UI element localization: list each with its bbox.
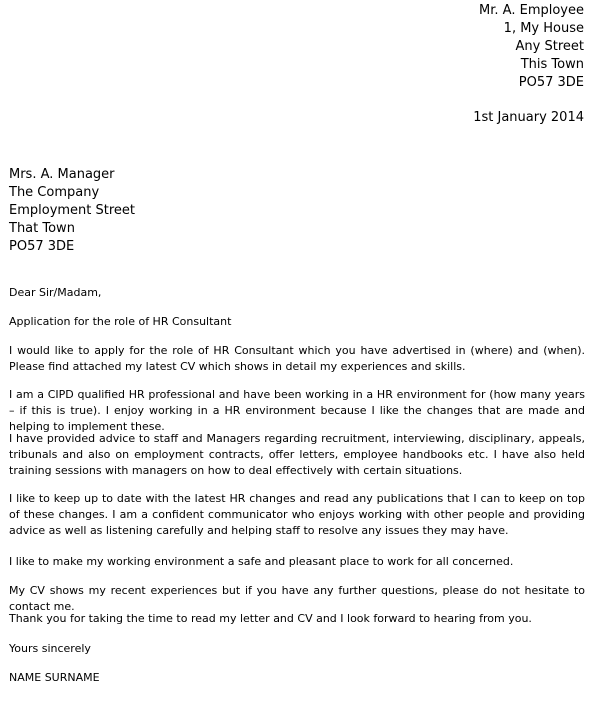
recipient-address-line-2: Employment Street — [9, 203, 136, 218]
paragraph-experience: I have provided advice to staff and Managers regarding recruitment, interviewing, disciplinary, appeals, tribunals and also on employment contracts, offer letters, employee handbooks etc. I have also held training sessions with managers on how to deal effectively with certain situations. — [9, 432, 585, 477]
subject-line: Application for the role of HR Consultant — [9, 315, 232, 328]
salutation: Dear Sir/Madam, — [9, 286, 102, 299]
recipient-postcode: PO57 3DE — [9, 239, 75, 254]
recipient-address-line-3: That Town — [9, 221, 75, 236]
sender-address-line-2: Any Street — [515, 39, 584, 54]
paragraph-contact: My CV shows my recent experiences but if you have any further questions, please do not hesitate to contact me. — [9, 584, 585, 613]
signature-name: NAME SURNAME — [9, 671, 100, 684]
sender-name: Mr. A. Employee — [479, 3, 584, 18]
sender-address-line-3: This Town — [520, 57, 584, 72]
sender-postcode: PO57 3DE — [518, 75, 584, 90]
sender-address-line-1: 1, My House — [503, 21, 584, 36]
paragraph-qualification: I am a CIPD qualified HR professional and have been working in a HR environment for (how many years – if this is true). I enjoy working in a HR environment because I like the changes that are made and helping to implement these. — [9, 388, 585, 433]
letter-date: 1st January 2014 — [473, 110, 584, 125]
paragraph-environment: I like to make my working environment a safe and pleasant place to work for all concerned. — [9, 555, 514, 568]
recipient-address-line-1: The Company — [9, 185, 100, 200]
paragraph-skills: I like to keep up to date with the latest HR changes and read any publications that I can to keep on top of these changes. I am a confident communicator who enjoys working with other people and providing advice as well as listening carefully and helping staff to resolve any issues they may have. — [9, 492, 585, 537]
closing: Yours sincerely — [9, 642, 91, 655]
paragraph-intro: I would like to apply for the role of HR Consultant which you have advertised in (where) and (when). Please find attached my latest CV which shows in detail my experiences and skills. — [9, 344, 585, 373]
recipient-name: Mrs. A. Manager — [9, 167, 115, 182]
paragraph-thanks: Thank you for taking the time to read my letter and CV and I look forward to hearing from you. — [9, 612, 532, 625]
recipient-block — [9, 166, 135, 256]
sender-block — [479, 2, 584, 92]
